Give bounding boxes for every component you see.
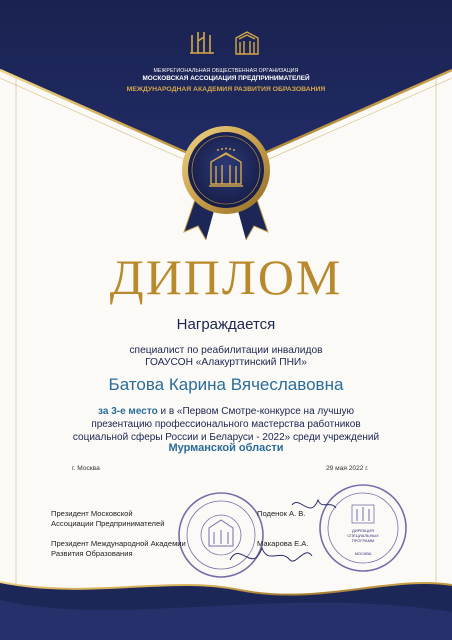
signatory-2-role [51, 539, 186, 559]
signatory-2-role-line1: Президент Международной Академии [51, 539, 186, 548]
recipient-name: Батова Карина Вячеславовна [108, 375, 344, 394]
award-region: Мурманской области [168, 442, 284, 454]
anm-logo-icon [187, 29, 217, 57]
signatory-1-role [51, 509, 164, 529]
academy-name: МЕЖДУНАРОДНАЯ АКАДЕМИЯ РАЗВИТИЯ ОБРАЗОВАНИЯ [126, 86, 326, 93]
award-text-line1 [0, 405, 452, 418]
org-name: МОСКОВСКАЯ АССОЦИАЦИЯ ПРЕДПРИНИМАТЕЛЕЙ [142, 75, 310, 82]
diploma-title: ДИПЛОМ [109, 249, 343, 305]
award-text-rest: и в «Первом Смотре-конкурсе на лучшую [157, 406, 354, 417]
issue-date: 29 мая 2022 г. [326, 465, 369, 472]
recipient-position: специалист по реабилитации инвалидов [129, 345, 323, 356]
award-text-line2: презентацию профессионального мастерства работников [91, 419, 361, 430]
stamp-city-text: МОСКВА [354, 551, 372, 556]
award-place: за 3-е место [98, 406, 158, 417]
stamp-center-text: ДИРЕКЦИЯ СПЕЦИАЛЬНЫХ ПРОГРАММ [347, 528, 379, 543]
academy-emblem-icon [233, 29, 261, 57]
recipient-institution: ГОАУСОН «Алакурттинский ПНИ» [145, 357, 307, 368]
award-text-line3: социальной сферы России и Беларуси - 2022» среди учреждений [72, 432, 380, 443]
signatory-2-role-line2: Развития Образования [51, 549, 133, 558]
signatory-1-role-line1: Президент Московской [51, 509, 133, 518]
awarded-label: Награждается [176, 316, 276, 333]
issue-city: г. Москва [72, 465, 100, 472]
org-subtitle: МЕЖРЕГИОНАЛЬНАЯ ОБЩЕСТВЕННАЯ ОРГАНИЗАЦИЯ [153, 68, 299, 74]
signatory-2-name: Макарова Е.А. [257, 539, 309, 548]
award-text [0, 405, 452, 444]
signatory-1-name: Поденок А. В. [257, 509, 306, 518]
building-emblem-icon [206, 146, 246, 190]
signatory-1-role-line2: Ассоциации Предпринимателей [51, 519, 165, 528]
